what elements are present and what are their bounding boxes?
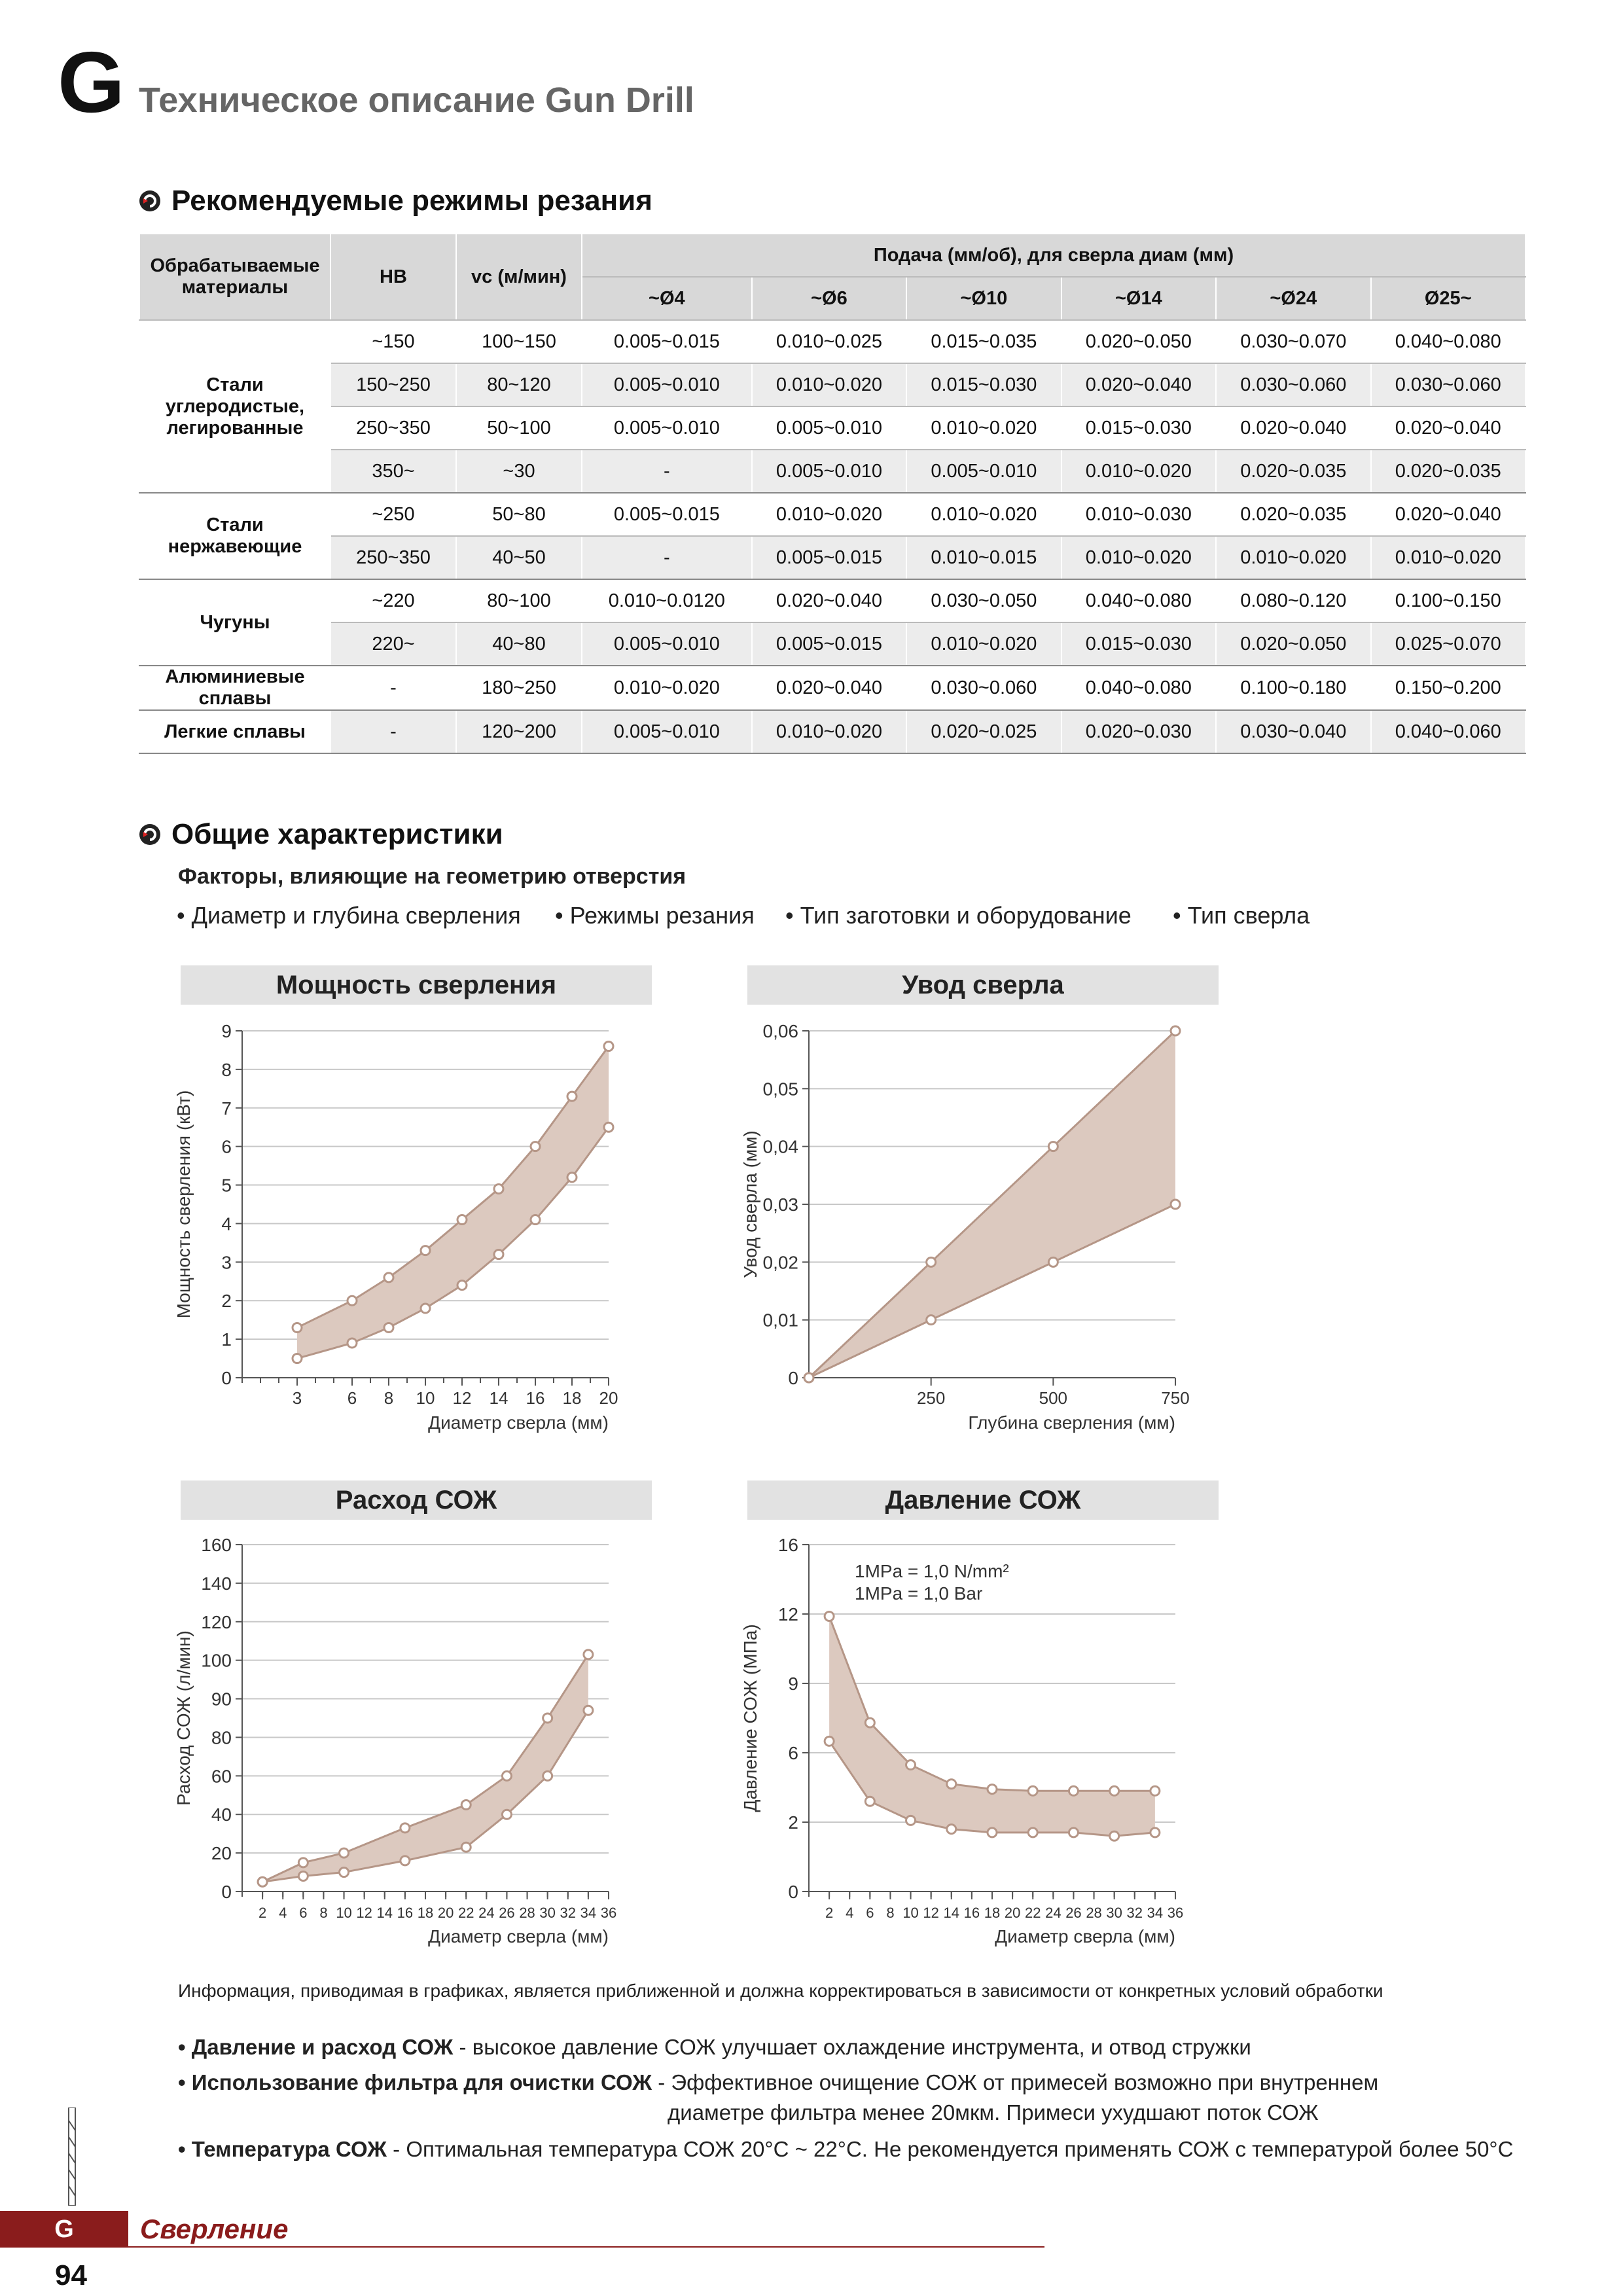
drill-icon: [63, 2108, 81, 2206]
material-name: Стали нержавеющие: [139, 493, 330, 579]
y-tick-label: 5: [221, 1175, 232, 1196]
table-cell: 0.005~0.010: [752, 450, 906, 493]
table-cell: 0.100~0.180: [1216, 666, 1370, 710]
x-tick-label: 28: [1086, 1905, 1102, 1921]
note-temperature-title: • Температура СОЖ: [178, 2137, 387, 2161]
table-cell: 250~350: [330, 536, 456, 579]
col-diam: Ø25~: [1371, 277, 1525, 320]
x-tick-label: 14: [376, 1905, 393, 1921]
x-tick-label: 30: [539, 1905, 556, 1921]
data-point: [293, 1354, 302, 1363]
data-point: [348, 1338, 357, 1348]
data-point: [502, 1810, 511, 1819]
y-tick-label: 3: [221, 1252, 232, 1273]
x-tick-label: 30: [1106, 1905, 1122, 1921]
section-letter: G: [58, 34, 125, 130]
table-row: [139, 450, 1525, 493]
x-tick-label: 12: [356, 1905, 372, 1921]
table-row: [139, 320, 1525, 363]
table-cell: 0.040~0.080: [1061, 666, 1216, 710]
chart-title-power: Мощность сверления: [181, 965, 652, 1005]
table-cell: 0.150~0.200: [1371, 666, 1525, 710]
data-point: [988, 1785, 997, 1794]
x-tick-label: 8: [383, 1388, 394, 1408]
data-point: [258, 1877, 267, 1886]
table-cell: 0.010~0.030: [1061, 493, 1216, 536]
y-tick-label: 12: [777, 1604, 798, 1624]
table-cell: 0.030~0.050: [906, 579, 1061, 622]
material-name: Стали углеродистые, легированные: [139, 320, 330, 493]
data-point: [1110, 1831, 1119, 1840]
table-cell: 0.015~0.035: [906, 320, 1061, 363]
y-tick-label: 0: [788, 1368, 798, 1388]
footer-line: [128, 2246, 1044, 2248]
y-tick-label: 160: [201, 1535, 232, 1555]
x-tick-label: 34: [1147, 1905, 1164, 1921]
x-tick-label: 16: [397, 1905, 414, 1921]
data-point: [604, 1122, 613, 1132]
table-cell: 0.040~0.060: [1371, 710, 1525, 753]
chart-deviation: [737, 1011, 1234, 1456]
y-tick-label: 80: [211, 1727, 232, 1748]
table-cell: 0.015~0.030: [1061, 622, 1216, 666]
note-filter-title: • Использование фильтра для очистки СОЖ: [178, 2070, 652, 2094]
x-tick-label: 26: [1065, 1905, 1082, 1921]
note-pressure-title: • Давление и расход СОЖ: [178, 2035, 454, 2059]
table-cell: 0.030~0.060: [1371, 363, 1525, 406]
table-cell: ~30: [456, 450, 582, 493]
y-tick-label: 2: [221, 1291, 232, 1312]
data-point: [401, 1856, 410, 1865]
table-cell: 0.025~0.070: [1371, 622, 1525, 666]
table-cell: 0.020~0.040: [1371, 493, 1525, 536]
table-cell: 0.020~0.035: [1371, 450, 1525, 493]
col-hb: HB: [330, 234, 456, 320]
y-tick-label: 90: [211, 1689, 232, 1710]
table-cell: 0.020~0.040: [1371, 406, 1525, 450]
table-cell: 0.100~0.150: [1371, 579, 1525, 622]
table-cell: -: [582, 450, 752, 493]
data-point: [384, 1323, 393, 1332]
table-cell: -: [330, 666, 456, 710]
data-point: [604, 1042, 613, 1051]
chart-title-deviation: Увод сверла: [747, 965, 1219, 1005]
data-point: [421, 1246, 430, 1255]
y-tick-label: 0,03: [762, 1194, 798, 1215]
chart-coolant-pressure: [737, 1525, 1234, 1970]
y-tick-label: 0,05: [762, 1079, 798, 1100]
data-point: [531, 1215, 540, 1225]
table-cell: 40~50: [456, 536, 582, 579]
data-point: [825, 1736, 834, 1746]
table-cell: 0.020~0.050: [1216, 622, 1370, 666]
note-pressure: [178, 2033, 1251, 2062]
x-tick-label: 10: [336, 1905, 352, 1921]
section-heading-cutting: [139, 185, 652, 217]
y-axis-label: Увод сверла (мм): [740, 1130, 760, 1278]
table-cell: 0.010~0.020: [1061, 450, 1216, 493]
table-cell: 0.020~0.035: [1216, 493, 1370, 536]
table-cell: 220~: [330, 622, 456, 666]
x-tick-label: 26: [499, 1905, 515, 1921]
x-tick-label: 18: [562, 1388, 582, 1408]
y-tick-label: 16: [777, 1535, 798, 1555]
table-row: [139, 666, 1525, 710]
y-tick-label: 0: [221, 1882, 232, 1902]
table-cell: 0.010~0.020: [752, 493, 906, 536]
note-pressure-text: - высокое давление СОЖ улучшает охлаждение инструмента, и отвод стружки: [453, 2035, 1251, 2059]
y-tick-label: 6: [221, 1136, 232, 1157]
x-tick-label: 36: [1167, 1905, 1184, 1921]
table-cell: 0.020~0.040: [1061, 363, 1216, 406]
table-cell: 0.010~0.020: [1061, 536, 1216, 579]
table-row: [139, 579, 1525, 622]
data-point: [947, 1780, 956, 1789]
data-point: [1150, 1786, 1160, 1795]
x-tick-label: 24: [1045, 1905, 1061, 1921]
table-cell: 0.020~0.040: [752, 579, 906, 622]
table-cell: -: [582, 536, 752, 579]
table-cell: 0.010~0.0120: [582, 579, 752, 622]
data-point: [543, 1771, 552, 1780]
data-point: [348, 1296, 357, 1305]
data-point: [906, 1761, 916, 1770]
y-tick-label: 9: [221, 1021, 232, 1041]
table-cell: 0.005~0.010: [752, 406, 906, 450]
data-point: [1069, 1786, 1078, 1795]
table-cell: 0.005~0.010: [582, 710, 752, 753]
data-point: [1171, 1200, 1180, 1209]
footer-letter: G: [0, 2211, 128, 2248]
data-point: [401, 1823, 410, 1833]
table-cell: 0.005~0.010: [906, 450, 1061, 493]
table-cell: 80~100: [456, 579, 582, 622]
data-point: [567, 1173, 577, 1182]
table-cell: 0.020~0.040: [1216, 406, 1370, 450]
table-cell: 0.020~0.040: [752, 666, 906, 710]
y-tick-label: 8: [221, 1059, 232, 1080]
data-point: [804, 1373, 813, 1382]
table-cell: 0.030~0.060: [1216, 363, 1370, 406]
x-tick-label: 32: [560, 1905, 577, 1921]
table-cell: 0.010~0.020: [1371, 536, 1525, 579]
y-tick-label: 1: [221, 1329, 232, 1350]
y-tick-label: 0,04: [762, 1136, 798, 1157]
y-tick-label: 6: [788, 1743, 798, 1763]
page-number: 94: [55, 2259, 87, 2291]
x-tick-label: 3: [292, 1388, 302, 1408]
table-cell: 120~200: [456, 710, 582, 753]
data-point: [543, 1713, 552, 1723]
table-cell: 40~80: [456, 622, 582, 666]
table-cell: -: [330, 710, 456, 753]
table-cell: 0.015~0.030: [906, 363, 1061, 406]
note-filter-text-2: диаметре фильтра менее 20мкм. Примеси ухудшают поток СОЖ: [668, 2100, 1319, 2125]
y-tick-label: 7: [221, 1098, 232, 1119]
data-point: [384, 1273, 393, 1282]
x-tick-label: 6: [299, 1905, 308, 1921]
table-row: [139, 493, 1525, 536]
x-tick-label: 20: [437, 1905, 454, 1921]
y-tick-label: 0: [788, 1882, 798, 1902]
factor-bullet: • Тип сверла: [1173, 902, 1310, 929]
data-point: [906, 1816, 916, 1825]
table-cell: 50~100: [456, 406, 582, 450]
data-point: [1048, 1142, 1058, 1151]
table-cell: 50~80: [456, 493, 582, 536]
note-filter: [178, 2068, 1378, 2097]
data-point: [825, 1612, 834, 1621]
table-cell: 0.005~0.010: [582, 406, 752, 450]
table-cell: 350~: [330, 450, 456, 493]
y-tick-label: 100: [201, 1650, 232, 1671]
chart-annotation: 1MPa = 1,0 N/mm²: [855, 1561, 1009, 1581]
col-diam: ~Ø24: [1216, 277, 1370, 320]
data-point: [340, 1848, 349, 1857]
note-temperature: [178, 2135, 1513, 2164]
table-row: [139, 622, 1525, 666]
material-name: Чугуны: [139, 579, 330, 666]
page-title: Техническое описание Gun Drill: [139, 81, 694, 120]
x-tick-label: 22: [1024, 1905, 1041, 1921]
data-point: [461, 1842, 471, 1852]
x-tick-label: 34: [580, 1905, 597, 1921]
x-tick-label: 14: [943, 1905, 960, 1921]
y-tick-label: 20: [211, 1843, 232, 1864]
x-tick-label: 4: [846, 1905, 854, 1921]
y-axis-label: Расход СОЖ (л/мин): [173, 1630, 194, 1806]
table-cell: 0.040~0.080: [1061, 579, 1216, 622]
col-diam: ~Ø10: [906, 277, 1061, 320]
range-band: [262, 1655, 588, 1882]
data-point: [1171, 1026, 1180, 1035]
col-material: Обрабатываемые материалы: [139, 234, 330, 320]
table-cell: 0.010~0.020: [752, 710, 906, 753]
material-name: Легкие сплавы: [139, 710, 330, 753]
data-point: [988, 1828, 997, 1837]
table-cell: 100~150: [456, 320, 582, 363]
data-point: [927, 1257, 936, 1266]
table-cell: 0.005~0.010: [582, 622, 752, 666]
y-tick-label: 2: [788, 1812, 798, 1833]
x-tick-label: 250: [916, 1388, 946, 1408]
table-cell: 0.020~0.050: [1061, 320, 1216, 363]
col-diam: ~Ø6: [752, 277, 906, 320]
table-cell: 0.010~0.015: [906, 536, 1061, 579]
data-point: [584, 1706, 593, 1715]
table-cell: 0.030~0.070: [1216, 320, 1370, 363]
data-point: [421, 1304, 430, 1313]
table-cell: 0.005~0.015: [752, 536, 906, 579]
chart-annotation: 1MPa = 1,0 Bar: [855, 1583, 983, 1604]
chart-title-coolant-flow: Расход СОЖ: [181, 1480, 652, 1520]
x-tick-label: 8: [886, 1905, 895, 1921]
y-tick-label: 60: [211, 1766, 232, 1787]
table-cell: 0.005~0.010: [582, 363, 752, 406]
x-tick-label: 32: [1126, 1905, 1143, 1921]
table-cell: 0.005~0.015: [582, 493, 752, 536]
table-cell: 0.005~0.015: [752, 622, 906, 666]
x-axis-label: Диаметр сверла (мм): [995, 1926, 1175, 1946]
section-title: Рекомендуемые режимы резания: [171, 185, 652, 217]
table-cell: 0.020~0.025: [906, 710, 1061, 753]
table-row: [139, 710, 1525, 753]
table-cell: 150~250: [330, 363, 456, 406]
chart-title-coolant-pressure: Давление СОЖ: [747, 1480, 1219, 1520]
table-cell: ~150: [330, 320, 456, 363]
table-cell: 0.080~0.120: [1216, 579, 1370, 622]
y-tick-label: 0,02: [762, 1252, 798, 1273]
y-tick-label: 4: [221, 1213, 232, 1234]
table-cell: ~250: [330, 493, 456, 536]
y-tick-label: 9: [788, 1674, 798, 1694]
data-point: [584, 1650, 593, 1659]
x-tick-label: 18: [417, 1905, 434, 1921]
x-tick-label: 24: [478, 1905, 495, 1921]
table-cell: 0.040~0.080: [1371, 320, 1525, 363]
data-point: [494, 1250, 503, 1259]
data-point: [457, 1281, 467, 1290]
section-heading-general: [139, 818, 503, 851]
x-tick-label: 28: [519, 1905, 535, 1921]
y-tick-label: 140: [201, 1573, 232, 1594]
arrow-circle-icon: [139, 190, 161, 212]
col-diam: ~Ø4: [582, 277, 752, 320]
chart-coolant-flow: [170, 1525, 668, 1970]
data-point: [298, 1871, 308, 1880]
x-tick-label: 36: [600, 1905, 617, 1921]
table-cell: 0.020~0.035: [1216, 450, 1370, 493]
table-cell: 0.005~0.015: [582, 320, 752, 363]
data-point: [927, 1316, 936, 1325]
data-point: [298, 1858, 308, 1867]
x-axis-label: Диаметр сверла (мм): [428, 1926, 609, 1946]
info-note: Информация, приводимая в графиках, является приближенной и должна корректироваться в зависимости от конкретных условий обработки: [178, 1981, 1383, 2001]
arrow-circle-icon: [139, 823, 161, 846]
factor-bullet: • Тип заготовки и оборудование: [785, 902, 1132, 929]
table-cell: 0.030~0.060: [906, 666, 1061, 710]
x-tick-label: 10: [902, 1905, 919, 1921]
table-cell: 0.010~0.020: [1216, 536, 1370, 579]
x-tick-label: 20: [1004, 1905, 1021, 1921]
x-axis-label: Диаметр сверла (мм): [428, 1412, 609, 1433]
data-point: [1048, 1257, 1058, 1266]
factors-subtitle: Факторы, влияющие на геометрию отверстия: [178, 864, 687, 889]
y-tick-label: 40: [211, 1804, 232, 1825]
table-cell: 0.010~0.020: [582, 666, 752, 710]
footer-label: Сверление: [140, 2214, 289, 2244]
factor-bullet: • Режимы резания: [555, 902, 755, 929]
y-tick-label: 0,01: [762, 1310, 798, 1331]
table-cell: 0.010~0.020: [906, 406, 1061, 450]
x-axis-label: Глубина сверления (мм): [968, 1412, 1175, 1433]
data-point: [947, 1825, 956, 1834]
x-tick-label: 8: [319, 1905, 328, 1921]
table-row: [139, 536, 1525, 579]
table-cell: 0.010~0.025: [752, 320, 906, 363]
data-point: [457, 1215, 467, 1225]
col-vc: vc (м/мин): [456, 234, 582, 320]
table-cell: 0.010~0.020: [752, 363, 906, 406]
x-tick-label: 16: [526, 1388, 545, 1408]
x-tick-label: 2: [825, 1905, 834, 1921]
table-cell: 250~350: [330, 406, 456, 450]
y-axis-label: Давление СОЖ (МПа): [740, 1624, 760, 1812]
y-tick-label: 0: [221, 1368, 232, 1388]
range-band: [829, 1617, 1155, 1837]
table-cell: 0.015~0.030: [1061, 406, 1216, 450]
table-cell: 0.020~0.030: [1061, 710, 1216, 753]
data-point: [1110, 1786, 1119, 1795]
x-tick-label: 750: [1161, 1388, 1190, 1408]
y-tick-label: 0,06: [762, 1021, 798, 1041]
data-point: [1150, 1828, 1160, 1837]
x-tick-label: 12: [923, 1905, 939, 1921]
cutting-modes-table: [139, 233, 1526, 754]
table-cell: 0.010~0.020: [906, 493, 1061, 536]
material-name: Алюминиевые сплавы: [139, 666, 330, 710]
x-tick-label: 22: [457, 1905, 474, 1921]
data-point: [502, 1771, 511, 1780]
table-cell: 0.030~0.040: [1216, 710, 1370, 753]
data-point: [494, 1184, 503, 1193]
x-tick-label: 2: [258, 1905, 267, 1921]
x-tick-label: 20: [599, 1388, 618, 1408]
y-tick-label: 120: [201, 1611, 232, 1632]
table-cell: ~220: [330, 579, 456, 622]
x-tick-label: 500: [1039, 1388, 1068, 1408]
note-temperature-text: - Оптимальная температура СОЖ 20°C ~ 22°C. Не рекомендуется применять СОЖ с температурой более 50°C: [387, 2137, 1514, 2161]
data-point: [865, 1797, 874, 1806]
table-row: [139, 406, 1525, 450]
table-cell: 180~250: [456, 666, 582, 710]
x-tick-label: 4: [279, 1905, 287, 1921]
x-tick-label: 6: [347, 1388, 357, 1408]
x-tick-label: 16: [963, 1905, 980, 1921]
data-point: [1069, 1828, 1078, 1837]
data-point: [1028, 1786, 1037, 1795]
col-diam: ~Ø14: [1061, 277, 1216, 320]
note-filter-text: - Эффективное очищение СОЖ от примесей возможно при внутреннем: [652, 2070, 1379, 2094]
factor-bullet: • Диаметр и глубина сверления: [177, 902, 521, 929]
section-title: Общие характеристики: [171, 818, 503, 850]
data-point: [567, 1092, 577, 1101]
table-row: [139, 363, 1525, 406]
chart-power: [170, 1011, 668, 1456]
data-point: [340, 1868, 349, 1877]
data-point: [531, 1142, 540, 1151]
data-point: [461, 1801, 471, 1810]
x-tick-label: 12: [452, 1388, 472, 1408]
table-cell: 80~120: [456, 363, 582, 406]
x-tick-label: 14: [489, 1388, 508, 1408]
y-axis-label: Мощность сверления (кВт): [173, 1090, 194, 1319]
data-point: [1028, 1828, 1037, 1837]
table-cell: 0.010~0.020: [906, 622, 1061, 666]
x-tick-label: 10: [416, 1388, 435, 1408]
range-band: [297, 1047, 609, 1359]
x-tick-label: 6: [866, 1905, 874, 1921]
data-point: [865, 1718, 874, 1727]
data-point: [293, 1323, 302, 1332]
x-tick-label: 18: [984, 1905, 1001, 1921]
col-feed: Подача (мм/об), для сверла диам (мм): [582, 234, 1525, 277]
